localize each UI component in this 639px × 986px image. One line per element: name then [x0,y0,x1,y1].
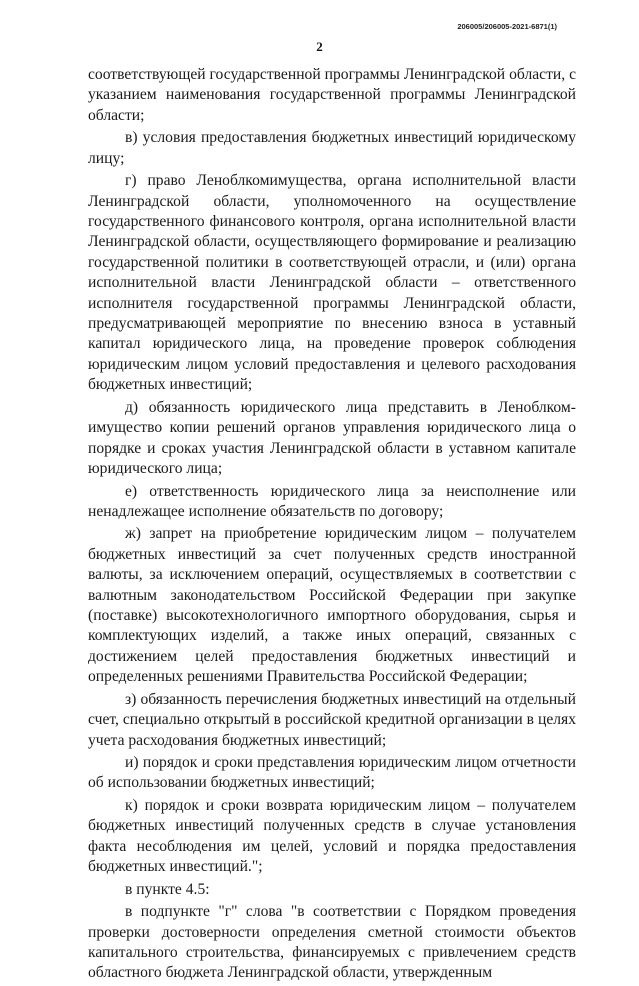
page-number: 2 [316,39,323,54]
paragraph-item-i: и) порядок и сроки представления юридическим лицом отчетности об использовании бюджетных инвестиций; [88,754,576,792]
document-body [88,65,576,986]
paragraph-item-v: в) условия предоставления бюджетных инвестиций юридическому лицу; [88,129,576,167]
paragraph-item-z: з) обязанность перечисления бюджетных инвестиций на отдельный счет, специально открытый в российской кредитной организации в целях учета расходования бюджетных инвестиций; [88,690,576,749]
paragraph-item-k: к) порядок и сроки возврата юридическим лицом – получателем бюджетных инвестиций полученных средств в случае установления факта несоблюдения им целей, условий и порядка предоставления бюджетных инвестиций."; [88,796,576,876]
paragraph-clause-4-5: в пункте 4.5: [125,880,210,898]
paragraph-item-e: е) ответственность юридического лица за неисполнение или ненадлежащее исполнение обязательств по договору; [88,482,576,520]
paragraph-item-zh: ж) запрет на приобретение юридическим лицом – получателем бюджетных инвестиций за счет полученных средств иностранной валюты, за исключением операций, осуществляемых в соответствии с валютным законодательством Российской Федерации при закупке (поставке) высокотехнологичного импортного оборудования, сырья и комплектующих изделий, а также иных операций, связанных с достижением целей предоставления бюджетных инвестиций и определенных решениями Правительства Российской Федерации; [88,525,576,686]
paragraph-continuation: соответствующей государственной программы Ленинградской области, с указанием наименования государственной программы Ленинградской области; [88,66,576,124]
paragraph-item-g: г) право Леноблкомимущества, органа исполнительной власти Ленинградской области, уполномоченного на осуществление государственного финансового контроля, органа исполнительной власти Ленинградской области, осуществляющего формирование и реализацию государственной политики в соответствующей отрасли, и (или) органа исполнительной власти Ленинградской области – ответственного исполнителя государственной программы Ленинградской области, предусматривающей мероприятие по внесению взноса в уставный капитал юридического лица, на проведение проверок соблюдения юридическим лицом условий предоставления и целевого расходования бюджетных инвестиций; [88,172,576,394]
paragraph-subclause-g: в подпункте "г" слова "в соответствии с Порядком проведения проверки достоверности определения сметной стоимости объектов капитального строительства, финансируемых с привлечением средств областного бюджета Ленинградской области, утвержденным [88,903,576,982]
paragraph-item-d: д) обязанность юридического лица представить в Леноблком-имущество копии решений органов управления юридического лица о порядке и сроках участия Ленинградской области в уставном капитале юридического лица; [88,398,576,477]
document-id: 206005/206005-2021-6871(1) [457,22,557,31]
